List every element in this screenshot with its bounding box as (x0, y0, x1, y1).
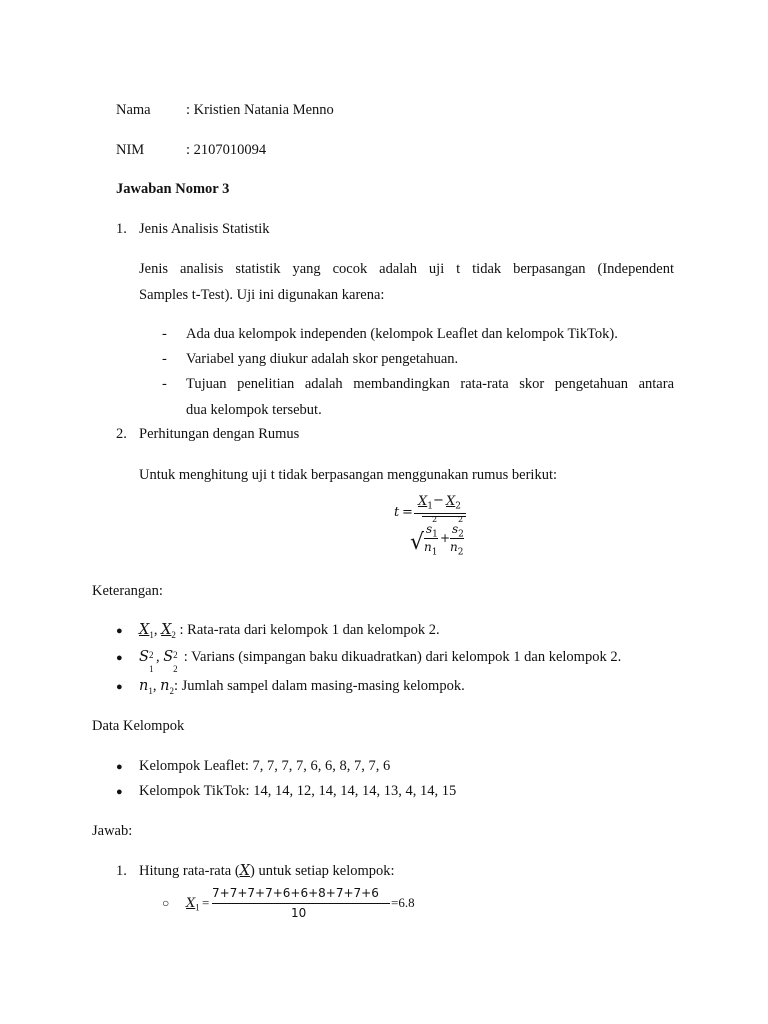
formula-s1-square: 2 (432, 515, 438, 524)
mean-denominator: 10 (291, 906, 307, 920)
jawab-step-text: Hitung rata-rata (X) untuk setiap kelompok: (139, 863, 395, 879)
formula-s2-square: 2 (458, 515, 464, 524)
formula-x2: X (446, 494, 456, 509)
bullet-icon: ● (116, 625, 123, 637)
data-item-leaflet: Kelompok Leaflet: 7, 7, 7, 7, 6, 6, 8, 7, 7, 6 (139, 758, 391, 774)
item2-title: Perhitungan dengan Rumus (139, 426, 300, 442)
formula-inner-bar-2 (450, 538, 464, 539)
dash-marker: - (162, 326, 167, 342)
formula-fraction-bar (414, 513, 466, 514)
reason-item: Tujuan penelitian adalah membandingkan rata-rata skor pengetahuan antara (186, 376, 674, 392)
radical-sign: √ (410, 530, 425, 555)
keterangan-item-sample: $n_1$, $n_2$: Jumlah sampel dalam masing-masing kelompok. (139, 678, 465, 696)
mean-symbol: X (186, 896, 196, 911)
t-test-formula: t = $X_1$ − $X_2$ √ $s_1$ 2 $n_1$ + $s_2$ 2 $n_2$ (390, 492, 480, 562)
item1-paragraph-line1: Jenis analisis statistik yang cocok adalah uji t tidak berpasangan (Independent (139, 261, 674, 277)
item2-number: 2. (116, 426, 127, 442)
circle-bullet-icon: ○ (162, 896, 170, 910)
formula-t: t (394, 505, 400, 520)
keterangan-item-means: $X_1$, $X_2$ : Rata-rata dari kelompok 1 dan kelompok 2. (139, 622, 440, 640)
formula-x1: X (418, 494, 428, 509)
formula-equals: = (402, 505, 413, 520)
name-value: : Kristien Natania Menno (186, 102, 334, 118)
keterangan-title: Keterangan: (92, 583, 163, 599)
formula-n1: n (424, 540, 432, 554)
mean-numerator: 7+7+7+7+6+6+8+7+7+6 (212, 886, 379, 900)
formula-plus: + (440, 531, 451, 545)
data-item-tiktok: Kelompok TikTok: 14, 14, 12, 14, 14, 14, 13, 4, 14, 15 (139, 783, 457, 799)
mean-result: =6.8 (391, 895, 415, 910)
formula-minus: − (433, 493, 444, 508)
formula-n2: n (450, 540, 458, 554)
mean-fraction-bar (212, 903, 390, 904)
name-label: Nama (116, 102, 151, 118)
jawab-step-number: 1. (116, 863, 127, 879)
data-kelompok-title: Data Kelompok (92, 718, 185, 734)
jawab-title: Jawab: (92, 823, 133, 839)
dash-marker: - (162, 376, 167, 392)
formula-s1: s (426, 522, 433, 536)
reason-item: Ada dua kelompok independen (kelompok Leaflet dan kelompok TikTok). (186, 326, 618, 342)
bullet-icon: ● (116, 681, 123, 693)
formula-s2: s (452, 522, 459, 536)
reason-item-continued: dua kelompok tersebut. (186, 402, 322, 418)
dash-marker: - (162, 351, 167, 367)
mean-equation: $X_1$ = 7+7+7+7+6+6+8+7+7+6 10 =6.8 (186, 886, 415, 920)
mean-equals: = (202, 895, 210, 910)
item1-title: Jenis Analisis Statistik (139, 221, 270, 237)
item1-paragraph-line2: Samples t-Test). Uji ini digunakan karena: (139, 287, 385, 303)
nim-value: : 2107010094 (186, 142, 267, 158)
item1-number: 1. (116, 221, 127, 237)
bullet-icon: ● (116, 786, 123, 798)
bullet-icon: ● (116, 652, 123, 664)
item2-intro: Untuk menghitung uji t tidak berpasangan menggunakan rumus berikut: (139, 467, 558, 483)
nim-label: NIM (116, 142, 145, 158)
reason-item: Variabel yang diukur adalah skor pengetahuan. (186, 351, 459, 367)
section-title: Jawaban Nomor 3 (116, 181, 230, 197)
formula-inner-bar-1 (424, 538, 438, 539)
bullet-icon: ● (116, 761, 123, 773)
keterangan-item-variance: S 2 1 , S 2 2 : Varians (simpangan baku dikuadratkan) dari kelompok 1 dan kelompok 2. (139, 649, 622, 674)
